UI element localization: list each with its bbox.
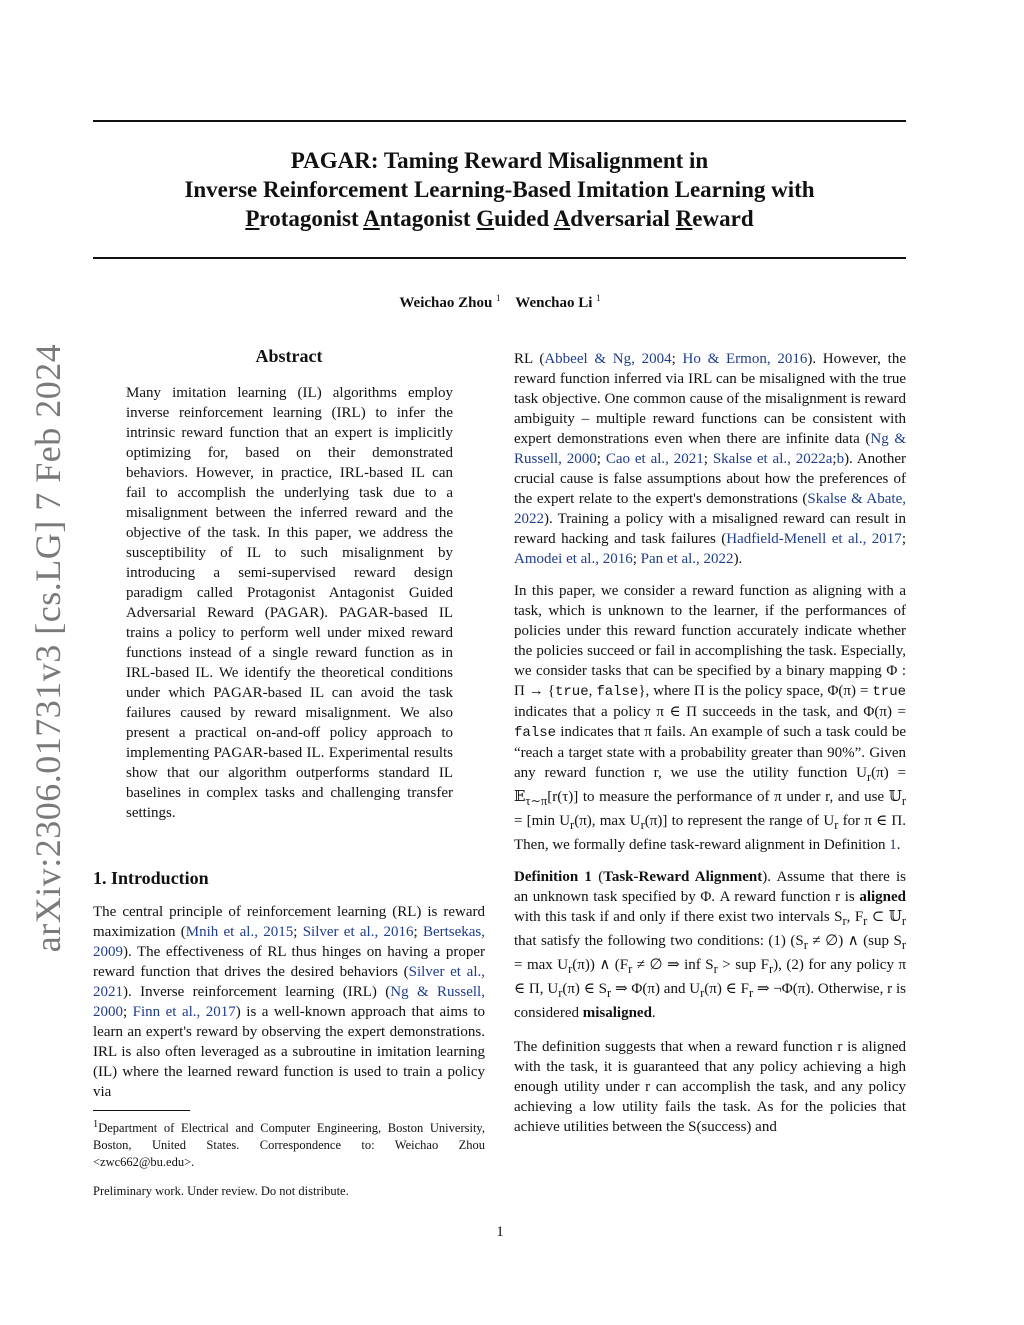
footnote-rule: [93, 1110, 190, 1111]
footnote: $^1$Department of Electrical and Computer Engineering, Boston University, Boston, United States. Correspondence to: Weichao Zhou <zwc662@bu.edu>.: [93, 1119, 485, 1170]
citation-link[interactable]: Bertsekas, 2009: [93, 924, 486, 960]
citation-link[interactable]: Silver et al., 2021: [93, 964, 486, 1000]
introduction-heading: 1. Introduction: [93, 868, 209, 888]
author-list: [0, 293, 1000, 312]
introduction-paragraph: The central principle of reinforcement learning (RL) is reward maximization (Mnih et al., 2015; Silver et al., 2016; Bertsekas, 2009). The effectiveness of RL thus hinges on having a proper reward function that drives the desired behaviors (Silver et al., 2021). Inverse reinforcement learning (IRL) (Ng & Russell, 2000; Finn et al., 2017) is a well-known approach that aims to learn an expert's reward by observing the expert demonstrations. IRL is also often leveraged as a subroutine in imitation learning (IL) where the learned reward function is used to train a policy via: [93, 904, 486, 1100]
paragraph-task-alignment: In this paper, we consider a reward function as aligning with a task, which is unknown to the learner, if the performances of policies under this reward function accurately indicate whether the policies succeed or fail in accomplishing the task. Especially, we consider tasks that can be specified by a binary mapping Φ : Π → {true, false}, where Π is the policy space, Φ(π) = true indicates that a policy π ∈ Π succeeds in the task, and Φ(π) = false indicates that π fails. An example of such a task could be “reach a target state with a probability greater than 90%”. Given any reward function r, we use the utility function $U_r(\pi)$ = 𝔼$_{\tau\sim\pi}$[r(τ)] to measure the performance of π under r, and use 𝕌$_r$ = [min $U_r(\pi)$, $\max U_r(\pi)$] to represent the range of $U_r$ for π ∈ Π. Then, we formally define task-reward alignment in Definition 1.: [514, 583, 907, 853]
citation-link[interactable]: Skalse & Abate, 2022: [514, 491, 906, 527]
author-name: Wenchao Li: [515, 295, 593, 311]
citation-link[interactable]: Mnih et al., 2015: [185, 924, 294, 940]
author-name: Weichao Zhou: [399, 295, 493, 311]
citation-link[interactable]: Finn et al., 2017: [132, 1004, 236, 1020]
paragraph-misalignment: RL (Abbeel & Ng, 2004; Ho & Ermon, 2016). However, the reward function inferred via IRL can be misaligned with the true task objective. One common cause of the misalignment is reward ambiguity – multiple reward functions can be consistent with expert demonstrations even when there are infinite data (Ng & Russell, 2000; Cao et al., 2021; Skalse et al., 2022a;b). Another crucial cause is false assumptions about how the preferences of the expert relate to the expert's demonstrations (Skalse & Abate, 2022). Training a policy with a misaligned reward can result in reward hacking and task failures (Hadfield-Menell et al., 2017; Amodei et al., 2016; Pan et al., 2022).: [514, 351, 906, 567]
citation-link[interactable]: b: [836, 451, 845, 467]
title-line-2: Inverse Reinforcement Learning-Based Imitation Learning with: [184, 177, 815, 202]
introduction-section: [93, 868, 485, 1102]
definition-link[interactable]: 1: [889, 837, 897, 853]
title-line-3: Protagonist Antagonist Guided Adversarial Reward: [245, 206, 754, 231]
title-bottom-rule: [93, 257, 906, 259]
right-column: [514, 349, 906, 1137]
paragraph-definition-discussion: The definition suggests that when a reward function r is aligned with the task, it is guaranteed that any policy achieving a high enough utility under r can accomplish the task, and any policy achieving a low utility fails the task. As for the policies that achieve utilities between the S(success) and: [514, 1039, 906, 1135]
preliminary-note: Preliminary work. Under review. Do not distribute.: [93, 1184, 349, 1198]
arxiv-stamp: arXiv:2306.01731v3 [cs.LG] 7 Feb 2024: [28, 343, 68, 953]
citation-link[interactable]: Skalse et al., 2022a: [712, 451, 833, 467]
citation-link[interactable]: Hadfield-Menell et al., 2017: [726, 531, 902, 547]
definition-1: Definition 1 (Task-Reward Alignment). Assume that there is an unknown task specified by Φ. A reward function r is aligned with this task if and only if there exist two intervals $S_r$, $F_r$ ⊂ 𝕌$_r$ that satisfy the following two conditions: (1) ($S_r$ ≠ ∅) ∧ (sup $S_r = \max U_r(\pi)$) ∧ ($F_r$ ≠ ∅ ⇒ inf $S_r$ > sup $F_r$), (2) for any policy π ∈ Π, $U_r(\pi)$ ∈ $S_r$ ⇒ Φ(π) and $U_r(\pi)$ ∈ $F_r$ ⇒ ¬Φ(π). Otherwise, r is considered misaligned.: [514, 869, 907, 1021]
citation-link[interactable]: Ho & Ermon, 2016: [682, 351, 808, 367]
citation-link[interactable]: Ng & Russell, 2000: [93, 984, 485, 1020]
title-top-rule: [93, 120, 906, 122]
abstract-heading: Abstract: [255, 346, 323, 366]
citation-link[interactable]: Amodei et al., 2016: [514, 551, 633, 567]
page-number: 1: [496, 1224, 504, 1240]
citation-link[interactable]: Cao et al., 2021: [605, 451, 704, 467]
citation-link[interactable]: Abbeel & Ng, 2004: [544, 351, 672, 367]
paper-title: [93, 146, 906, 233]
title-line-1: PAGAR: Taming Reward Misalignment in: [290, 148, 709, 173]
citation-link[interactable]: Pan et al., 2022: [640, 551, 734, 567]
abstract-text: Many imitation learning (IL) algorithms employ inverse reinforcement learning (IRL) to infer the intrinsic reward function that an expert is implicitly optimizing for, based on their demonstrated behaviors. However, in practice, IRL-based IL can fail to accomplish the underlying task due to a misalignment between the inferred reward and the objective of the task. In this paper, we address the susceptibility of IL to such misalignment by introducing a semi-supervised reward design paradigm called Protagonist Antagonist Guided Adversarial Reward (PAGAR). PAGAR-based IL trains a policy to perform well under mixed reward functions instead of a single reward function as in IRL-based IL. We identify the theoretical conditions under which PAGAR-based IL can avoid the task failures caused by reward misalignment. We also present a practical on-and-off policy approach to implementing PAGAR-based IL. Experimental results show that our algorithm outperforms standard IL baselines in complex tasks and challenging transfer settings.: [126, 385, 453, 821]
author-affiliation: 1: [496, 293, 501, 303]
author-affiliation: 1: [596, 293, 601, 303]
citation-link[interactable]: Silver et al., 2016: [302, 924, 414, 940]
citation-link[interactable]: Ng & Russell, 2000: [514, 431, 906, 467]
